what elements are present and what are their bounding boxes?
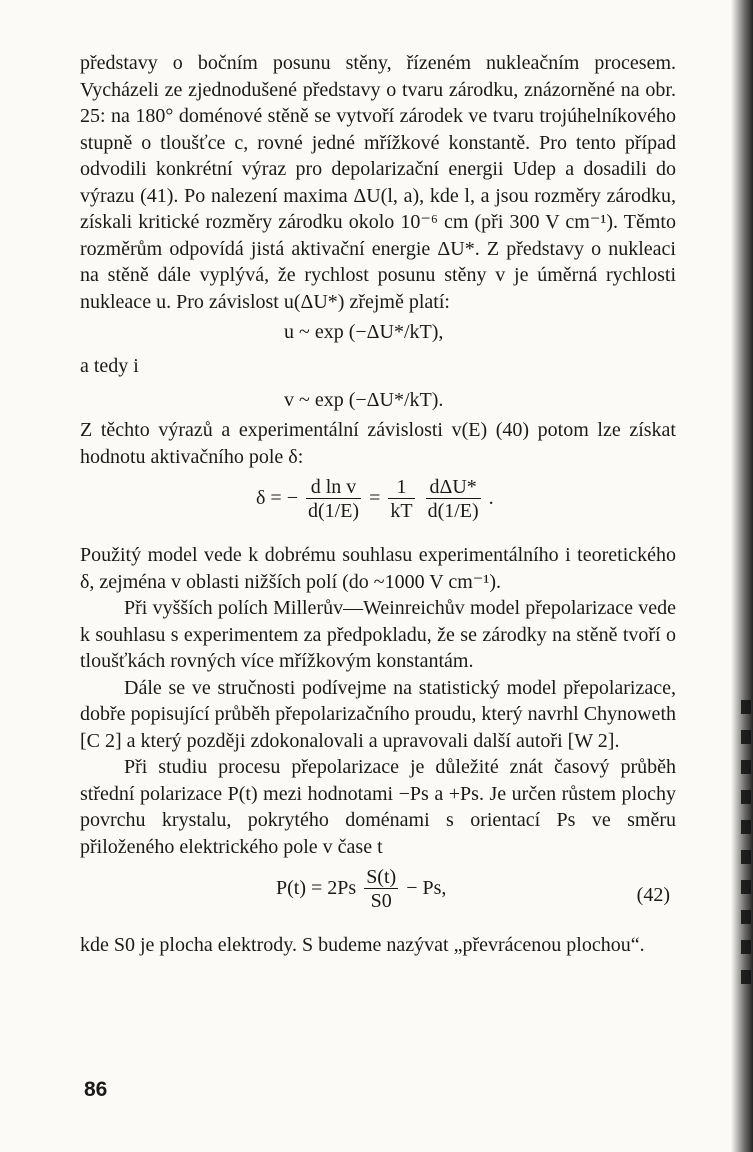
paragraph-statistical-model: Dále se ve stručnosti podívejme na statistický model přepolarizace, dobře popisující průběh přepolarizačního proudu, který navrhl Chynoweth [C 2] a který později zdokonalovali a upravovali další autoři [W 2]. (80, 676, 676, 752)
paragraph-activation-field: Z těchto výrazů a experimentální závislosti v(E) (40) potom lze získat hodnotu aktivačního pole δ: (80, 419, 676, 468)
eq-p-rhs: − Ps, (406, 877, 447, 900)
equation-number: (42) (636, 884, 670, 906)
paragraph-model-agreement: Použitý model vede k dobrému souhlasu experimentálního i teoretického δ, zejména v oblasti nižších polí (do ~1000 V cm⁻¹). (80, 544, 676, 593)
equation-delta (80, 476, 676, 534)
eq-delta-end: . (488, 487, 494, 510)
paragraph-electrode-area: kde S0 je plocha elektrody. S budeme nazývat „převrácenou plochou“. (80, 934, 645, 956)
eq-delta-equals: = (369, 487, 381, 510)
page-body (80, 50, 676, 959)
eq-p-frac: $\frac{S(t)}{S0}$ (366, 866, 397, 912)
eq-p-lhs: P(t) = 2Ps (276, 877, 357, 900)
eq-delta-frac3: $\frac{\text{dΔU*}}{d(1/E)}$ (427, 476, 479, 522)
equation-v-exp: v ~ exp (−ΔU*/kT). (284, 389, 444, 411)
paragraph-miller-weinreich: Při vyšších polích Millerův—Weinreichův model přepolarizace vede k souhlasu s experimentem za předpokladu, že se zárodky na stěně tvoří o tloušťkách rovných více mřížkovým konstantám. (80, 597, 676, 672)
eq-delta-frac2: $\frac{1}{kT}$ (390, 476, 413, 522)
paragraph-nucleation-model: představy o bočním posunu stěny, řízeném nukleačním procesem. Vycházeli ze zjednodušené představy o tvaru zárodku, znázorněné na obr. 25: na 180° doménové stěně se vytvoří zárodek ve tvaru trojúhelníkového stupně o tloušťce c, rovné jedné mřížkové konstantě. Pro tento případ odvodili konkrétní výraz pro depolarizační energii Udep a dosadili do výrazu (41). Po nalezení maxima ΔU(l, a), kde l, a jsou rozměry zárodku, získali kritické rozměry zárodku okolo 10⁻⁶ cm (při 300 V cm⁻¹). Těmto rozměrům odpovídá jistá aktivační energie ΔU*. Z představy o nukleaci na stěně dále vyplývá, že rychlost posunu stěny v je úměrná rychlosti nukleace u. Pro závislost u(ΔU*) zřejmě platí: (80, 52, 676, 313)
page-number: 86 (84, 1078, 108, 1101)
page-edge-marks (741, 700, 751, 1000)
paragraph-mean-polarization: Při studiu procesu přepolarizace je důležité znát časový průběh střední polarizace P(t) mezi hodnotami −Ps a +Ps. Je určen růstem plochy povrchu krystalu, pokrytého doménami s orientací Ps ve směru přiloženého elektrického pole v čase t (80, 756, 676, 858)
equation-42 (80, 866, 676, 924)
equation-u-exp: u ~ exp (−ΔU*/kT), (284, 321, 444, 343)
eq-delta-lhs: δ = − (256, 487, 298, 510)
text-a-tedy: a tedy i (80, 355, 139, 377)
eq-delta-frac1: $\frac{\text{d ln v}}{d(1/E)}$ (307, 476, 360, 522)
